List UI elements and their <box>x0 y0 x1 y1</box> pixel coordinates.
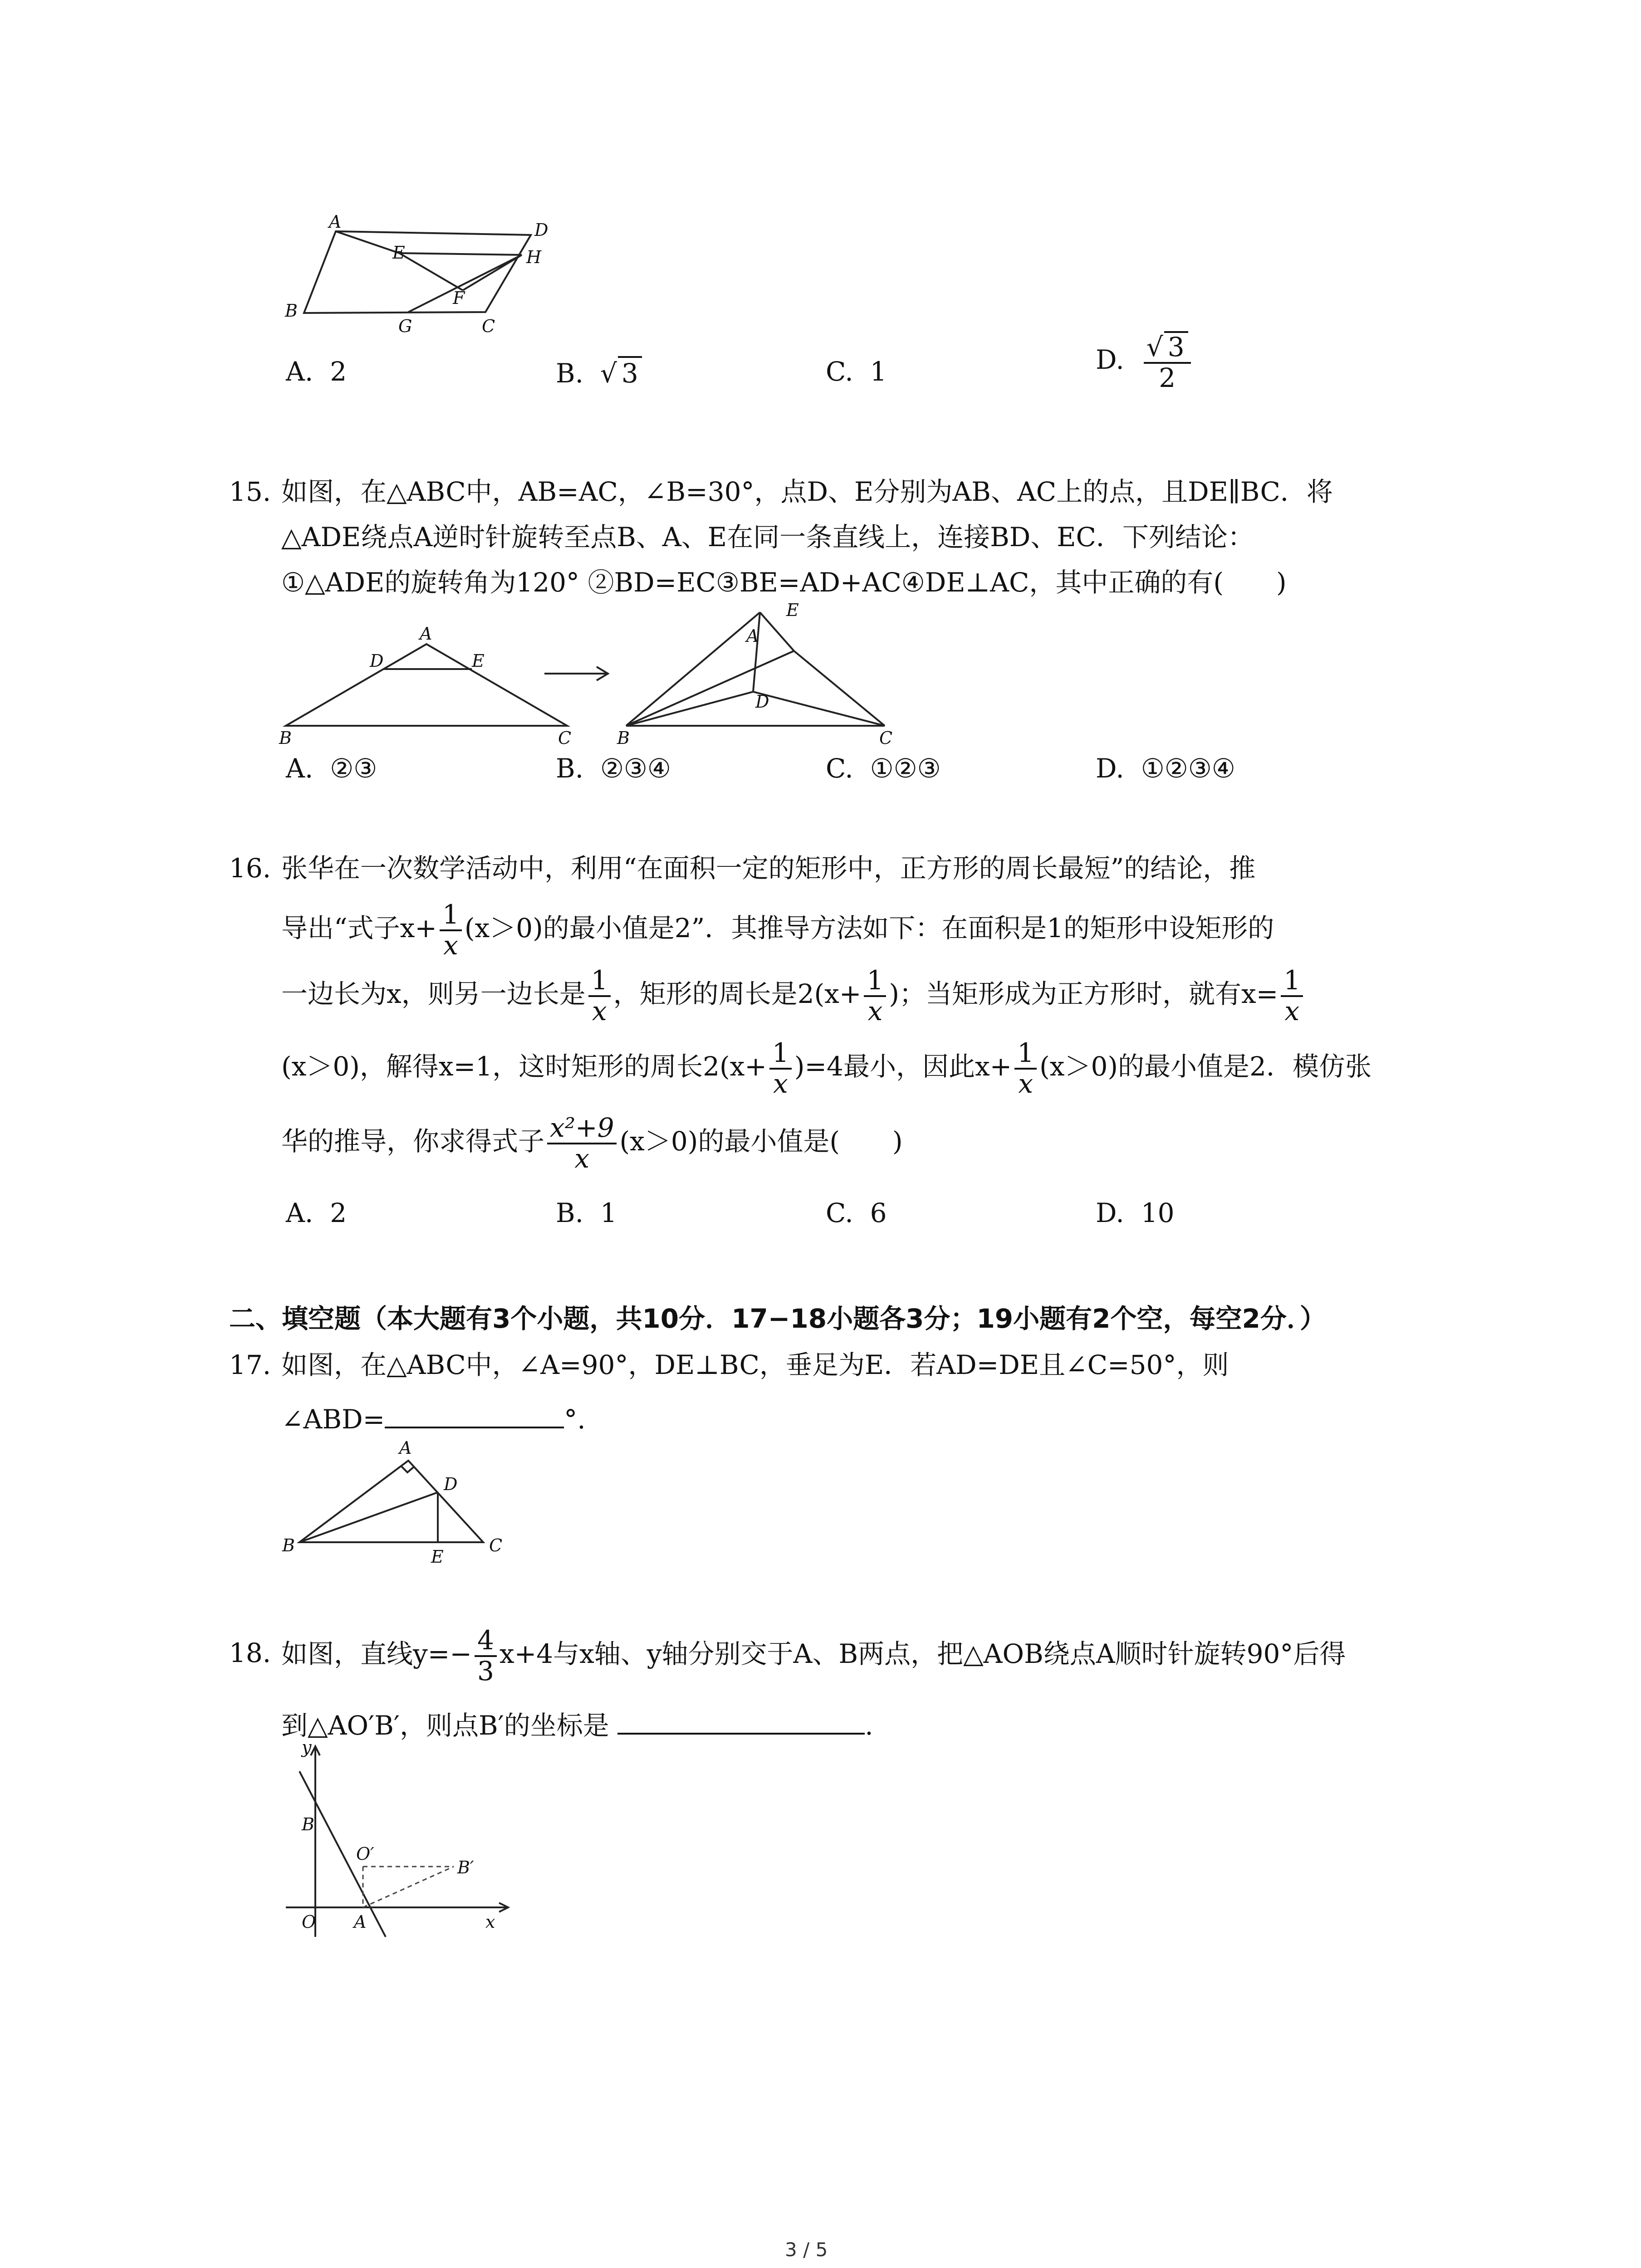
fig18-label-B-prime: B′ <box>457 1857 474 1877</box>
q16-option-b[interactable] <box>556 1198 617 1228</box>
option-value: ①②③ <box>870 753 941 784</box>
q15-line-3: ①△ADE的旋转角为120° ②BD=EC③BE=AD+AC④DE⊥AC，其中正确的有( ) <box>281 567 1287 598</box>
fig18-label-B: B <box>302 1814 314 1834</box>
q16-option-c[interactable] <box>826 1198 887 1228</box>
text: 华的推导，你求得式子 <box>281 1125 545 1157</box>
option-letter: C. <box>826 356 853 387</box>
q15-number: 15. <box>229 476 271 507</box>
frac-num: 1 <box>1281 966 1303 997</box>
fig18-label-O: O <box>302 1912 316 1932</box>
fig15-left-E: E <box>472 651 485 671</box>
option-letter: A. <box>286 356 314 387</box>
q14-option-a[interactable] <box>286 356 347 387</box>
fig15-right-C: C <box>879 728 893 748</box>
option-num: 3 <box>1164 331 1188 362</box>
frac-den: x <box>867 995 883 1026</box>
option-letter: D. <box>1096 1198 1124 1228</box>
frac-num: 1 <box>1014 1039 1037 1070</box>
fig15-right-E: E <box>786 600 799 620</box>
text: (x＞0)的最小值是2”．其推导方法如下：在面积是1的矩形中设矩形的 <box>464 912 1274 943</box>
q16-number: 16. <box>229 853 271 884</box>
q14-option-b[interactable]: B. √ 3 <box>556 356 642 389</box>
frac-den: x <box>1018 1068 1034 1099</box>
fig17-label-D: D <box>444 1474 458 1494</box>
option-letter: A. <box>286 753 314 784</box>
fig15-right-A: A <box>746 626 759 646</box>
frac-den: x <box>592 995 607 1026</box>
option-value: 1 <box>870 356 887 387</box>
q16-option-d[interactable] <box>1096 1198 1175 1228</box>
q16-line-4 <box>281 1039 1372 1099</box>
fig15-left-A: A <box>420 624 432 644</box>
fig15-right-D: D <box>755 692 769 712</box>
q16-option-a[interactable] <box>286 1198 347 1228</box>
q18-line-1 <box>281 1626 1346 1686</box>
text: )=4最小，因此x+ <box>794 1051 1012 1082</box>
q17-line-1: 如图，在△ABC中，∠A=90°，DE⊥BC，垂足为E．若AD=DE且∠C=50°，则 <box>281 1349 1229 1380</box>
q15-option-a[interactable] <box>286 753 377 784</box>
q18-number: 18. <box>229 1637 271 1668</box>
option-letter: B. <box>556 753 584 784</box>
fig14-label-B: B <box>285 301 298 321</box>
q17-figure <box>272 1433 526 1569</box>
fig18-label-A: A <box>354 1912 367 1932</box>
q18-line-2 <box>281 1708 873 1742</box>
text: 一边长为x，则另一边长是 <box>281 978 586 1009</box>
q15-line-2: △ADE绕点A逆时针旋转至点B、A、E在同一条直线上，连接BD、EC．下列结论： <box>281 522 1254 552</box>
fig17-label-B: B <box>282 1535 295 1555</box>
option-letter: B. <box>556 1198 584 1228</box>
text: 导出“式子x+ <box>281 912 437 943</box>
q15-line-1: 如图，在△ABC中，AB=AC，∠B=30°，点D、E分别为AB、AC上的点，且DE∥BC．将 <box>281 476 1333 507</box>
fig15-left-D: D <box>370 651 384 671</box>
option-letter: C. <box>826 753 853 784</box>
text: 到△AO′B′，则点B′的坐标是 <box>281 1710 609 1741</box>
frac-num: 1 <box>588 966 611 997</box>
q16-line-5 <box>281 1114 903 1173</box>
text: . <box>865 1710 873 1741</box>
text: (x＞0)的最小值是( ) <box>619 1125 903 1157</box>
text: x+4与x轴、y轴分别交于A、B两点，把△AOB绕点A顺时针旋转90°后得 <box>499 1638 1346 1669</box>
fig14-label-H: H <box>526 247 542 267</box>
text: °. <box>564 1404 586 1435</box>
section-2-heading: 二、填空题（本大题有3个小题，共10分．17−18小题各3分；19小题有2个空，每空2分．） <box>229 1303 1326 1334</box>
q14-option-d[interactable]: D. $\frac{√ 3}{2}$ <box>1096 331 1194 393</box>
q16-line-2 <box>281 900 1274 960</box>
fig18-label-x: x <box>485 1912 495 1932</box>
option-value: ①②③④ <box>1141 753 1235 784</box>
fig15-right-B: B <box>617 728 630 748</box>
q17-answer-blank[interactable] <box>385 1402 564 1428</box>
q18-figure <box>272 1737 526 1955</box>
option-value: 2 <box>330 1198 347 1228</box>
q15-option-c[interactable] <box>826 753 941 784</box>
fig17-label-C: C <box>489 1535 503 1555</box>
fig15-left-B: B <box>279 728 292 748</box>
fig14-label-G: G <box>398 316 412 336</box>
fig17-label-E: E <box>431 1547 444 1567</box>
q16-line-3 <box>281 966 1306 1026</box>
q15-option-b[interactable] <box>556 753 671 784</box>
frac-den: x <box>443 929 458 961</box>
frac-den: x <box>773 1068 788 1099</box>
text: )；当矩形成为正方形时，就有x= <box>889 978 1279 1009</box>
text: ∠ABD= <box>281 1404 385 1435</box>
frac-num: 1 <box>864 966 886 997</box>
fig18-label-O-prime: O′ <box>356 1844 374 1864</box>
fig14-label-F: F <box>453 288 465 308</box>
frac-num: x²+9 <box>547 1114 617 1144</box>
fig15-left-C: C <box>558 728 572 748</box>
frac-num: 1 <box>769 1039 792 1070</box>
option-value: ②③④ <box>600 753 671 784</box>
option-value: 1 <box>600 1198 617 1228</box>
fig14-label-D: D <box>534 220 549 240</box>
frac-num: 1 <box>440 900 462 931</box>
option-letter: A. <box>286 1198 314 1228</box>
text: 如图，直线y=− <box>281 1638 472 1669</box>
fig17-label-A: A <box>399 1438 412 1458</box>
frac-num: 4 <box>475 1626 497 1657</box>
option-value: 6 <box>870 1198 887 1228</box>
option-den: 2 <box>1159 362 1176 393</box>
option-letter: D. <box>1096 344 1124 375</box>
option-value: ②③ <box>330 753 377 784</box>
frac-den: 3 <box>477 1655 494 1686</box>
option-letter: B. <box>556 358 584 389</box>
q14-figure <box>272 213 554 345</box>
frac-den: x <box>574 1143 590 1174</box>
q14-option-c[interactable] <box>826 356 887 387</box>
page-number: 3 / 5 <box>785 2239 828 2261</box>
text: (x＞0)的最小值是2．模仿张 <box>1039 1051 1372 1082</box>
text: (x＞0)，解得x=1，这时矩形的周长2(x+ <box>281 1051 767 1082</box>
q15-figure <box>272 599 953 748</box>
option-value: 10 <box>1141 1198 1175 1228</box>
option-letter: D. <box>1096 753 1124 784</box>
q17-number: 17. <box>229 1349 271 1380</box>
fig14-label-E: E <box>392 243 405 263</box>
option-letter: C. <box>826 1198 853 1228</box>
q18-answer-blank[interactable] <box>617 1708 865 1735</box>
q17-line-2 <box>281 1402 586 1436</box>
option-value: 2 <box>330 356 347 387</box>
q16-line-1: 张华在一次数学活动中，利用“在面积一定的矩形中，正方形的周长最短”的结论，推 <box>281 853 1256 884</box>
text: ，矩形的周长是2(x+ <box>613 978 862 1009</box>
fig14-label-C: C <box>482 316 495 336</box>
q15-option-d[interactable] <box>1096 753 1235 784</box>
fig14-label-A: A <box>329 213 342 232</box>
option-value: 3 <box>618 356 642 389</box>
frac-den: x <box>1284 995 1300 1026</box>
fig18-label-y: y <box>302 1737 312 1757</box>
